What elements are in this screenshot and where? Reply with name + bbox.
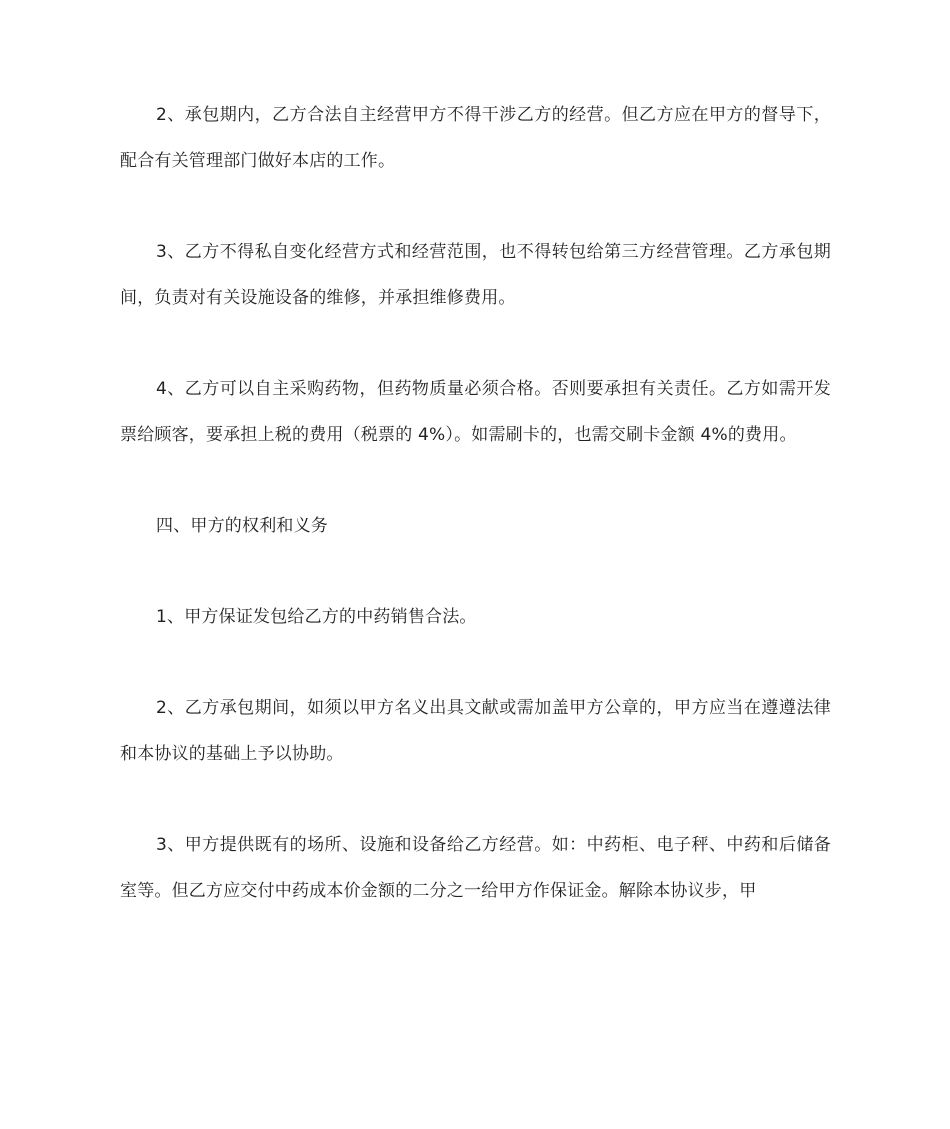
- party-a-clause-2: 2、乙方承包期间，如须以甲方名义出具文献或需加盖甲方公章的，甲方应当在遵遵法律和本协议的基础上予以协助。: [120, 698, 831, 764]
- document-body: [120, 92, 831, 914]
- clause-3-scope-and-maintenance: 3、乙方不得私自变化经营方式和经营范围，也不得转包给第三方经营管理。乙方承包期间，负责对有关设施设备的维修，并承担维修费用。: [120, 242, 831, 308]
- party-a-clause-3: 3、甲方提供既有的场所、设施和设备给乙方经营。如：中药柜、电子秤、中药和后储备室等。但乙方应交付中药成本价金额的二分之一给甲方作保证金。解除本协议步，甲: [120, 835, 831, 901]
- party-a-clause-1: 1、甲方保证发包给乙方的中药销售合法。: [156, 607, 477, 627]
- clause-2-operation-autonomy: 2、承包期内，乙方合法自主经营甲方不得干涉乙方的经营。但乙方应在甲方的督导下，配合有关管理部门做好本店的工作。: [120, 105, 831, 171]
- clause-4-purchasing-and-tax: 4、乙方可以自主采购药物，但药物质量必须合格。否则要承担有关责任。乙方如需开发票给顾客，要承担上税的费用（税票的 4%）。如需刷卡的，也需交刷卡金额 4%的费用。: [120, 379, 831, 445]
- section-heading-party-a-rights: 四、甲方的权利和义务: [156, 516, 328, 536]
